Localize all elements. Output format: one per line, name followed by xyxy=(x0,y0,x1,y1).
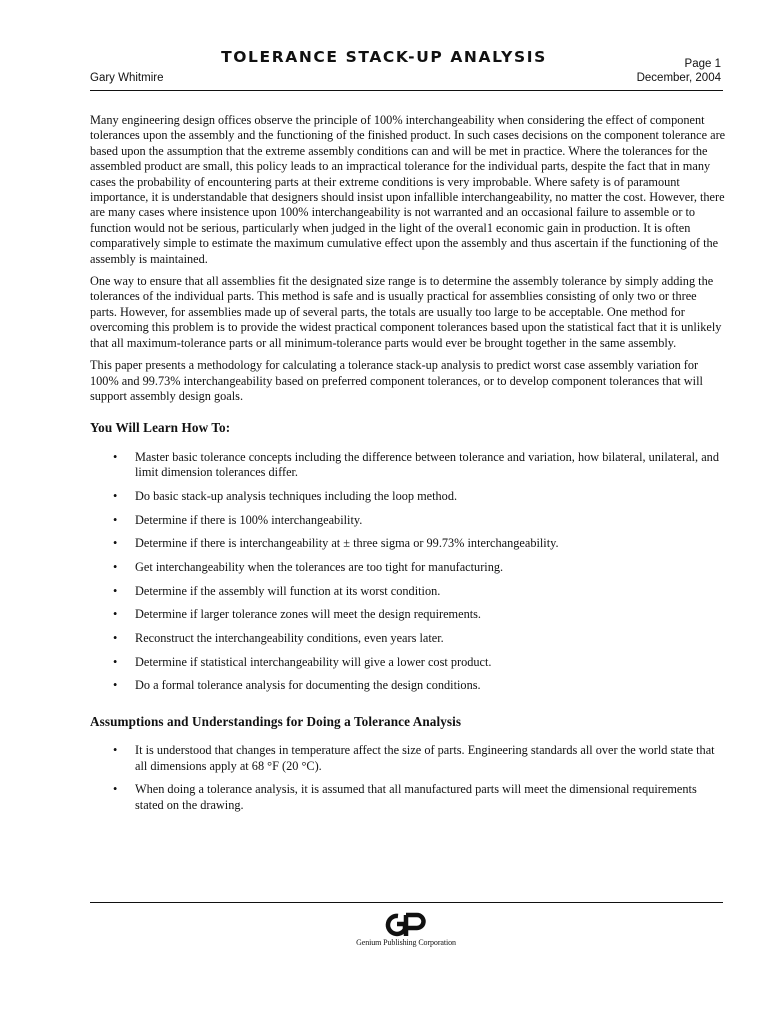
learn-item-text: Determine if there is 100% interchangeability. xyxy=(135,512,363,527)
learn-list-item xyxy=(90,678,726,693)
learn-list-item xyxy=(90,536,726,551)
learn-item-text: Do basic stack-up analysis techniques including the loop method. xyxy=(135,488,458,503)
learn-list xyxy=(90,450,726,694)
learn-list-item xyxy=(90,584,726,599)
learn-list-item xyxy=(90,631,726,646)
intro-paragraph-3: This paper presents a methodology for calculating a tolerance stack-up analysis to predict worst case assembly variation for 100% and 99.73% interchangeability based on preferred component tolerances, or to develop component tolerances that will support assembly design goals. xyxy=(90,358,703,403)
page-number: Page 1 xyxy=(684,58,721,70)
intro-paragraph-2: One way to ensure that all assemblies fit the designated size range is to determine the assembly tolerance by simply adding the tolerances of the individual parts. This method is safe and is usually practical for assemblies consisting of only two or three parts. However, for assemblies made up of several parts, the totals are usually too large to be acceptable. One method for overcoming this problem is to provide the widest practical component tolerances based upon the statistical fact that it is unlikely that all maximum-tolerance parts or all minimum-tolerance parts would ever be brought together in the same assembly. xyxy=(90,274,722,350)
bullet: • xyxy=(113,654,118,669)
learn-item-text: Determine if statistical interchangeability will give a lower cost product. xyxy=(135,654,492,669)
document-title: TOLERANCE STACK-UP ANALYSIS xyxy=(221,48,547,66)
bullet: • xyxy=(113,559,118,574)
learn-item-text: Do a formal tolerance analysis for documenting the design conditions. xyxy=(135,678,481,693)
publisher-name: Genium Publishing Corporation xyxy=(356,938,456,947)
assumptions-list xyxy=(90,743,726,813)
bullet: • xyxy=(113,488,118,503)
document-body xyxy=(90,113,726,821)
header-divider xyxy=(90,90,723,91)
learn-list-item xyxy=(90,489,726,504)
assumption-list-item xyxy=(90,782,726,813)
assumption-list-item xyxy=(90,743,726,774)
author-name: Gary Whitmire xyxy=(90,72,164,84)
learn-item-text: Get interchangeability when the tolerances are too tight for manufacturing. xyxy=(135,559,504,574)
learn-list-item xyxy=(90,450,726,481)
learn-list-item xyxy=(90,513,726,528)
intro-paragraph-1: Many engineering design offices observe the principle of 100% interchangeability when considering the effect of component tolerances upon the assembly and the functioning of the finished product. In such cases decisions on the component tolerance are based upon the assumption that the extreme assembly conditions can and will be met in practice. Where the tolerances for the assembled product are small, this policy leads to an impractical tolerance for the individual parts, despite the fact that in many cases the probability of encountering parts at their extreme conditions is very improbable. Where safety is of paramount importance, it is understandable that designers should insist upon infallible interchangeability, no matter the cost. However, there are many cases where insistence upon 100% interchangeability is not warranted and an occasional failure to assemble or to function would not be serious, particularly when judged in the light of the overal1 economic gain in production. It is often comparatively simple to estimate the maximum cumulative effect upon the assembly and thus ascertain if the functioning of the assembly is maintained. xyxy=(90,113,726,266)
assumption-item-text: It is understood that changes in temperature affect the size of parts. Engineering standards all over the world state that all dimensions apply at 68 °F (20 °C). xyxy=(135,743,715,773)
bullet: • xyxy=(113,631,118,646)
assumption-item-text: When doing a tolerance analysis, it is assumed that all manufactured parts will meet the dimensional requirements stated on the drawing. xyxy=(135,782,697,812)
bullet: • xyxy=(113,512,118,527)
bullet: • xyxy=(113,743,118,758)
bullet: • xyxy=(113,583,118,598)
bullet: • xyxy=(113,678,118,693)
learn-heading: You Will Learn How To: xyxy=(90,420,231,436)
document-date: December, 2004 xyxy=(636,72,721,84)
footer-divider xyxy=(90,902,723,903)
bullet: • xyxy=(113,536,118,551)
bullet: • xyxy=(113,607,118,622)
learn-list-item xyxy=(90,560,726,575)
learn-item-text: Determine if the assembly will function at its worst condition. xyxy=(135,583,441,598)
bullet: • xyxy=(113,782,118,797)
learn-item-text: Determine if there is interchangeability at ± three sigma or 99.73% interchangeability. xyxy=(135,536,559,551)
learn-item-text: Master basic tolerance concepts including the difference between tolerance and variation, how bilateral, unilateral, and limit dimension tolerances differ. xyxy=(135,449,719,480)
publisher-logo xyxy=(384,912,430,938)
learn-item-text: Determine if larger tolerance zones will meet the design requirements. xyxy=(135,607,481,622)
bullet: • xyxy=(113,449,118,464)
learn-list-item xyxy=(90,655,726,670)
learn-item-text: Reconstruct the interchangeability conditions, even years later. xyxy=(135,631,444,646)
assumptions-heading: Assumptions and Understandings for Doing a Tolerance Analysis xyxy=(90,713,462,729)
learn-list-item xyxy=(90,607,726,622)
